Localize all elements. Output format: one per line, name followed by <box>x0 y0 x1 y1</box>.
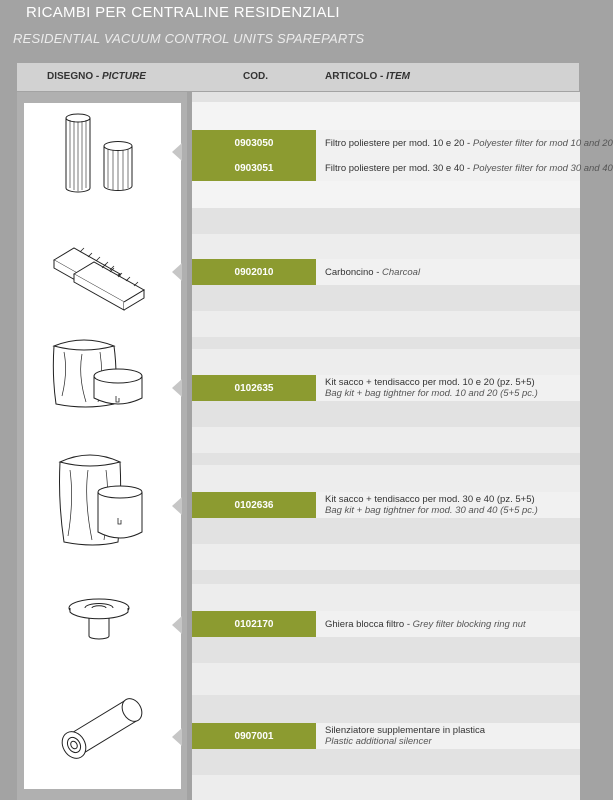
item-description: Carboncino - Charcoal <box>316 259 580 285</box>
item-code: 0102635 <box>192 375 316 401</box>
row-pointer <box>172 263 182 281</box>
item-description: Kit sacco + tendisacco per mod. 30 e 40 (pz. 5+5) Bag kit + bag tightner for mod. 30 and 40 (5+5 pc.) <box>316 492 580 518</box>
stripe <box>192 749 580 775</box>
item-description: Kit sacco + tendisacco per mod. 10 e 20 (pz. 5+5) Bag kit + bag tightner for mod. 10 and 20 (5+5 pc.) <box>316 375 580 401</box>
stripe <box>192 92 580 102</box>
picture-panel <box>24 103 181 789</box>
row-pointer <box>172 728 182 746</box>
table-row <box>192 130 613 156</box>
header-code: COD. <box>243 71 268 82</box>
item-code: 0102170 <box>192 611 316 637</box>
header-item: ARTICOLO - ITEM <box>325 71 410 82</box>
stripe <box>192 695 580 723</box>
stripe <box>192 401 580 427</box>
item-code: 0902010 <box>192 259 316 285</box>
stripe <box>192 102 580 130</box>
row-pointer <box>172 379 182 397</box>
table-row <box>192 155 613 181</box>
item-code: 0903050 <box>192 130 316 156</box>
ring-nut-icon <box>64 590 134 645</box>
charcoal-brushes-icon <box>50 238 160 308</box>
table-row <box>192 611 580 637</box>
table-row <box>192 259 580 285</box>
header-picture: DISEGNO - PICTURE <box>47 71 146 82</box>
item-code: 0903051 <box>192 155 316 181</box>
table-row <box>192 375 580 401</box>
stripe <box>192 453 580 465</box>
item-description: Silenziatore supplementare in plastica Plastic additional silencer <box>316 723 580 749</box>
stripe <box>192 663 580 695</box>
item-description: Filtro poliestere per mod. 10 e 20 - Polyester filter for mod 10 and 20 <box>316 130 580 156</box>
stripe <box>192 285 580 311</box>
stripe <box>192 180 580 208</box>
stripe <box>192 349 580 375</box>
cylindrical-filters-icon <box>60 110 150 200</box>
table-row <box>192 492 580 518</box>
stripe <box>192 208 580 234</box>
item-description: Ghiera blocca filtro - Grey filter blocking ring nut <box>316 611 580 637</box>
table-header <box>17 63 579 91</box>
stripe <box>192 584 580 611</box>
item-description: Filtro poliestere per mod. 30 e 40 - Polyester filter for mod 30 and 40 <box>316 155 580 181</box>
row-pointer <box>172 497 182 515</box>
stripe <box>192 337 580 349</box>
item-code: 0102636 <box>192 492 316 518</box>
row-pointer <box>172 616 182 634</box>
stripe <box>192 465 580 492</box>
table-row <box>192 723 580 749</box>
page-title: RICAMBI PER CENTRALINE RESIDENZIALI <box>26 4 340 21</box>
bag-kit-icon <box>48 448 158 548</box>
stripe <box>192 637 580 663</box>
page-subtitle: RESIDENTIAL VACUUM CONTROL UNITS SPAREPARTS <box>13 31 365 46</box>
stripe <box>192 544 580 570</box>
row-pointer <box>172 143 182 161</box>
stripe <box>192 518 580 544</box>
stripe <box>192 570 580 584</box>
silencer-icon <box>52 690 152 770</box>
stripe <box>192 427 580 453</box>
stripe <box>192 234 580 259</box>
bag-kit-icon <box>48 332 158 417</box>
stripe <box>192 775 580 800</box>
stripe <box>192 311 580 337</box>
item-code: 0907001 <box>192 723 316 749</box>
